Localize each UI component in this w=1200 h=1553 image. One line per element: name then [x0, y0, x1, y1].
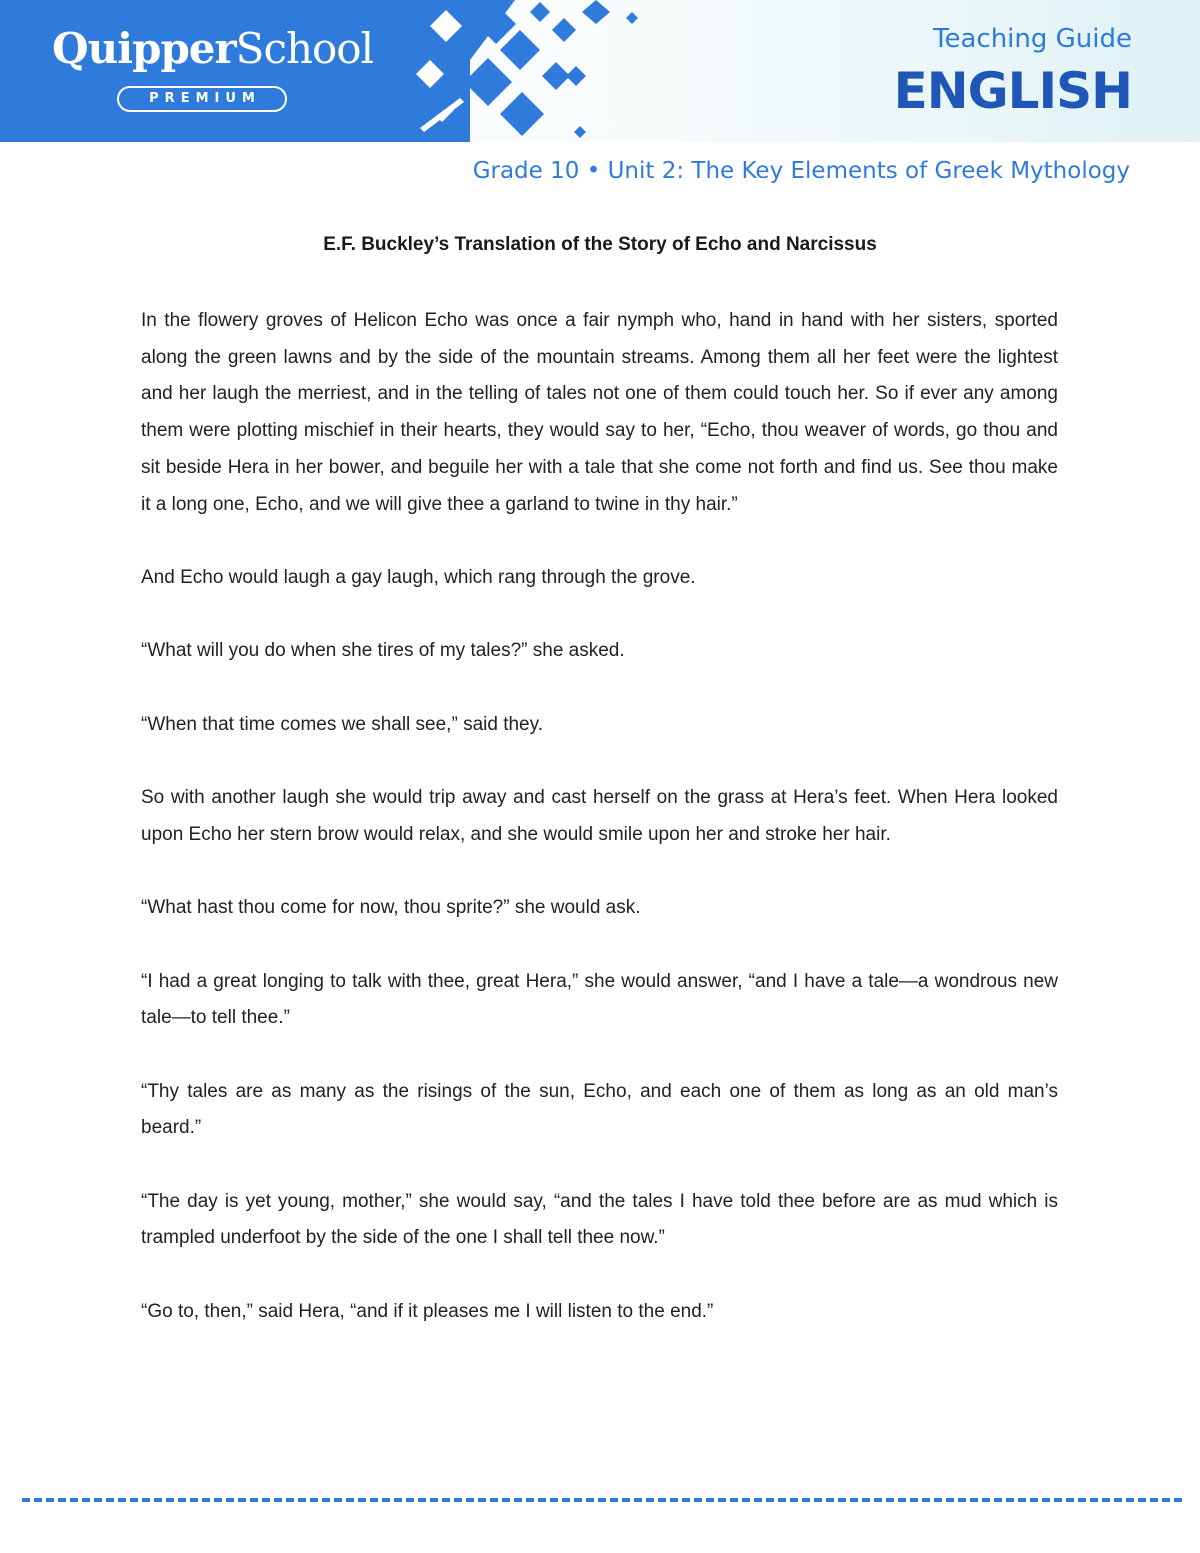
- subject-title: ENGLISH: [893, 62, 1132, 120]
- paragraph: “Thy tales are as many as the risings of the sun, Echo, and each one of them as long as an old man’s beard.”: [141, 1080, 1058, 1139]
- paragraph: “Go to, then,” said Hera, “and if it pleases me I will listen to the end.”: [141, 1300, 714, 1322]
- paragraph: “When that time comes we shall see,” said they.: [141, 713, 543, 735]
- paragraph: “What will you do when she tires of my tales?” she asked.: [141, 640, 625, 662]
- paragraph: “The day is yet young, mother,” she would say, “and the tales I have told thee before are as mud which is trampled underfoot by the side of the one I shall tell thee now.”: [141, 1190, 1058, 1249]
- paragraph: “I had a great longing to talk with thee, great Hera,” she would answer, “and I have a tale—a wondrous new tale—to tell thee.”: [141, 970, 1058, 1029]
- premium-badge: PREMIUM: [117, 86, 287, 112]
- paragraph: So with another laugh she would trip away and cast herself on the grass at Hera’s feet. When Hera looked upon Echo her stern brow would relax, and she would smile upon her and stroke her hair.: [141, 787, 1058, 845]
- footer-divider: [22, 1498, 1182, 1502]
- unit-subtitle: Grade 10 • Unit 2: The Key Elements of Greek Mythology: [472, 158, 1130, 184]
- teaching-guide-label: Teaching Guide: [933, 24, 1132, 54]
- logo-part-quipper: Quipper: [52, 24, 236, 73]
- paragraph: In the flowery groves of Helicon Echo was once a fair nymph who, hand in hand with her sisters, sported along the green lawns and by the side of the mountain streams. Among them all her feet were the lightest and her laugh the merriest, and in the telling of tales not one of them could touch her. So if ever any among them were plotting mischief in their hearts, they would say to her, “Echo, thou weaver of words, go thou and sit beside Hera in her bower, and beguile her with a tale that she come not forth and find us. See thou make it a long one, Echo, and we will give thee a garland to twine in thy hair.”: [141, 310, 1058, 515]
- logo-part-school: School: [235, 24, 374, 73]
- page-header: [0, 0, 1200, 142]
- paragraph: And Echo would laugh a gay laugh, which rang through the grove.: [141, 566, 696, 588]
- paragraph: “What hast thou come for now, thou sprite?” she would ask.: [141, 897, 641, 919]
- document-title: E.F. Buckley’s Translation of the Story of Echo and Narcissus: [323, 234, 877, 255]
- decorative-pattern: [400, 0, 660, 142]
- document-body: [141, 303, 1058, 1367]
- quipper-school-logo: [52, 24, 373, 73]
